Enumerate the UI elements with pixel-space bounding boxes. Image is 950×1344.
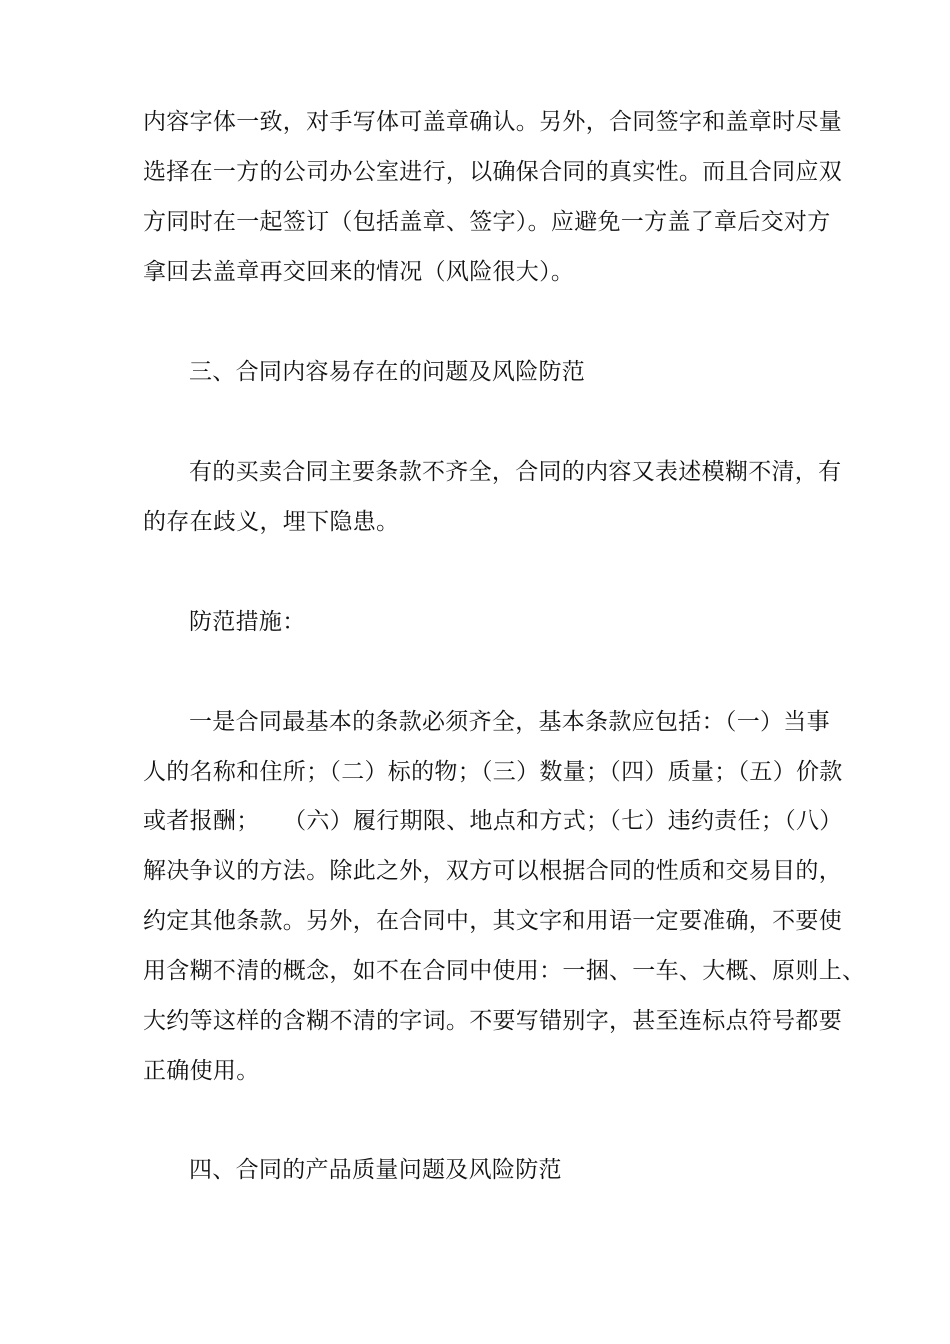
paragraph-line: 约定其他条款。另外，在合同中，其文字和用语一定要准确，不要使 xyxy=(143,908,842,934)
paragraph-line: 选择在一方的公司办公室进行，以确保合同的真实性。而且合同应双 xyxy=(143,159,842,185)
paragraph-line: 的存在歧义，埋下隐患。 xyxy=(143,509,400,535)
paragraph-line: 有的买卖合同主要条款不齐全，合同的内容又表述模糊不清，有 xyxy=(189,459,842,485)
paragraph-line: 大约等这样的含糊不清的字词。不要写错别字，甚至连标点符号都要 xyxy=(143,1008,842,1034)
section-heading: 四、合同的产品质量问题及风险防范 xyxy=(189,1157,562,1183)
paragraph-line: 解决争议的方法。除此之外，双方可以根据合同的性质和交易目的， xyxy=(143,858,842,884)
paragraph-line: 防范措施： xyxy=(189,609,306,635)
paragraph-line: 内容字体一致，对手写体可盖章确认。另外，合同签字和盖章时尽量 xyxy=(143,109,842,135)
section-heading: 三、合同内容易存在的问题及风险防范 xyxy=(189,359,586,385)
paragraph-line: 人的名称和住所；（二）标的物；（三）数量；（四）质量；（五）价款 xyxy=(143,759,843,785)
paragraph-line: 一是合同最基本的条款必须齐全，基本条款应包括：（一）当事 xyxy=(189,709,830,735)
paragraph-line: 拿回去盖章再交回来的情况（风险很大）。 xyxy=(143,259,575,285)
paragraph-line: 方同时在一起签订（包括盖章、签字）。应避免一方盖了章后交对方 xyxy=(143,209,831,235)
paragraph-line: 或者报酬； （六）履行期限、地点和方式；（七）违约责任；（八） xyxy=(143,808,843,834)
paragraph-line: 正确使用。 xyxy=(143,1058,260,1084)
paragraph-line: 用含糊不清的概念，如不在合同中使用：一捆、一车、大概、原则上、 xyxy=(143,958,866,984)
